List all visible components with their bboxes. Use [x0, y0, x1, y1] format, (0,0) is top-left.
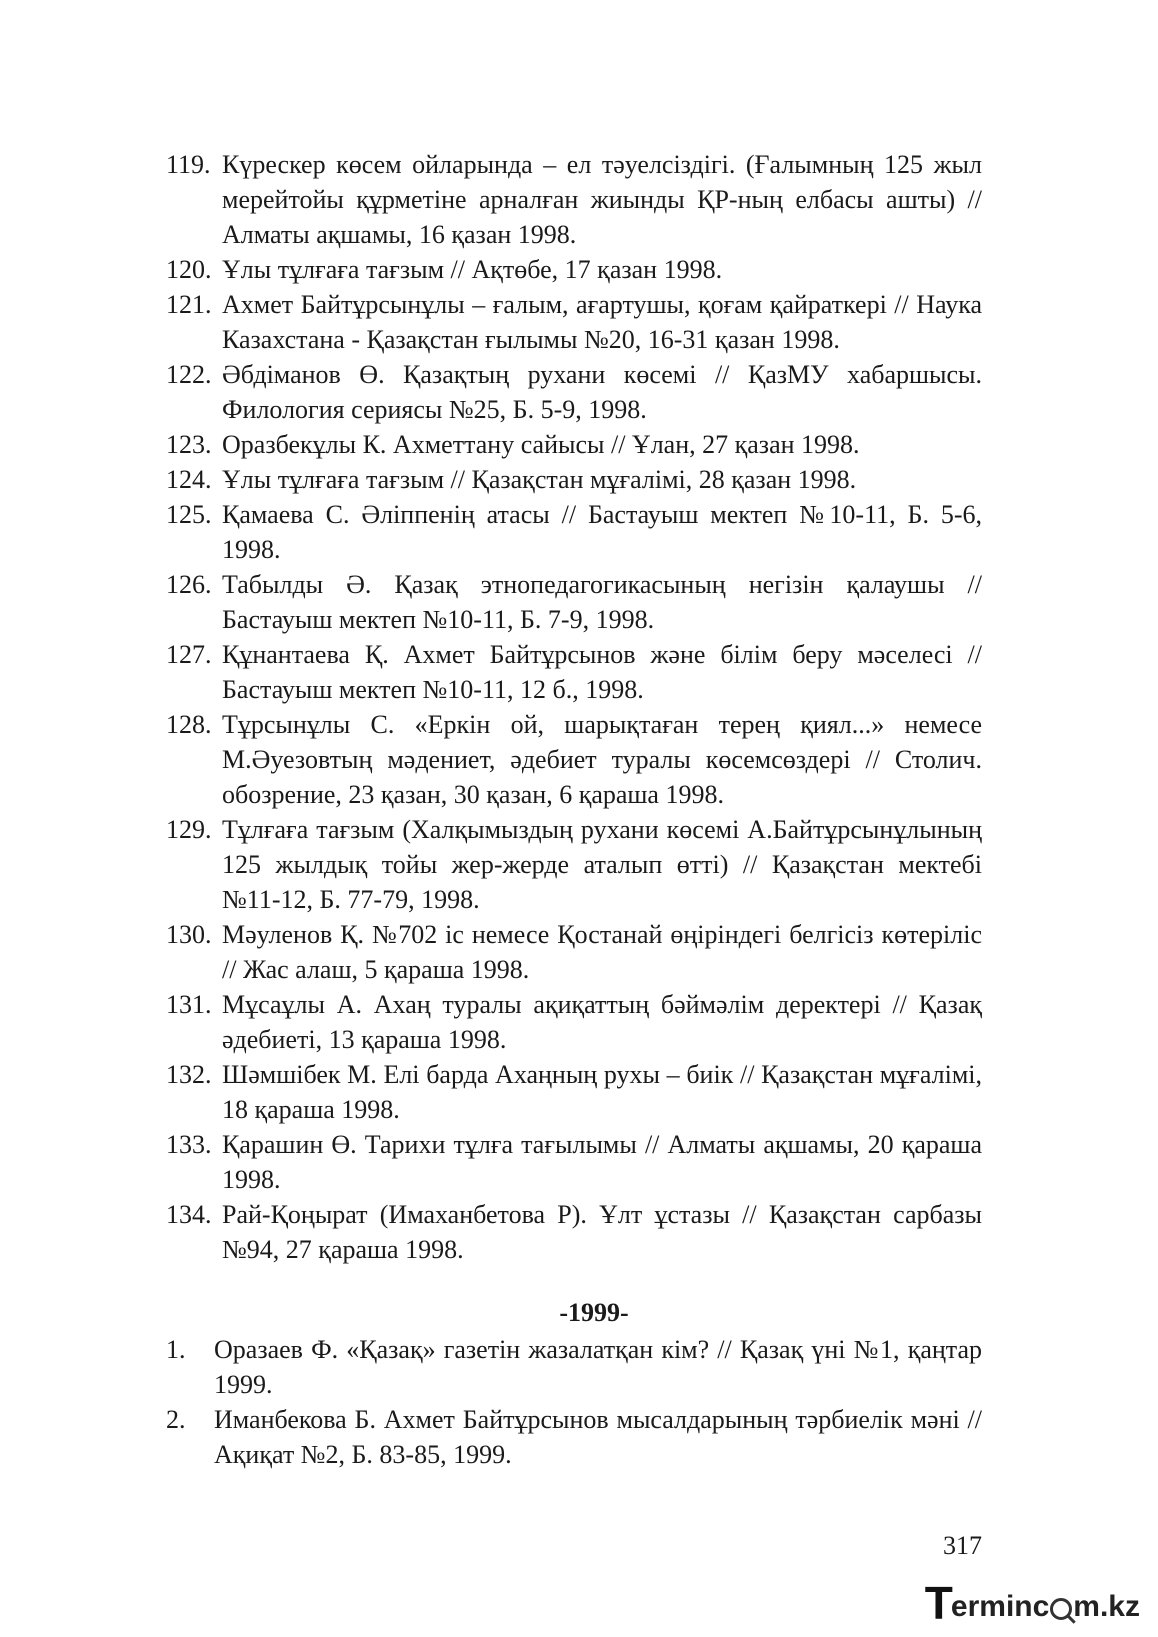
list-item: [166, 252, 982, 287]
page-number: 317: [943, 1531, 982, 1560]
entry-text: Шәмшібек М. Елі барда Ахаңның рухы – биік // Қазақстан мұғалімі, 18 қараша 1998.: [222, 1060, 982, 1124]
entry-text: Рай-Қоңырат (Имаханбетова Р). Ұлт ұстазы // Қазақстан сарбазы №94, 27 қараша 1998.: [222, 1200, 982, 1264]
entry-text: Иманбекова Б. Ахмет Байтұрсынов мысалдарының тәрбиелік мәні // Ақиқат №2, Б. 83-85, 1999.: [214, 1405, 982, 1469]
entry-number: 128.: [166, 710, 212, 739]
entry-number: 124.: [166, 465, 212, 494]
entry-number: 2.: [166, 1405, 186, 1434]
entry-text: Табылды Ә. Қазақ этнопедагогикасының негізін қалаушы // Бастауыш мектеп №10-11, Б. 7-9, 1998.: [222, 570, 982, 634]
entry-text: Құнантаева Қ. Ахмет Байтұрсынов және білім беру мәселесі // Бастауыш мектеп №10-11, 12 б., 1998.: [222, 640, 982, 704]
entry-number: 134.: [166, 1200, 212, 1229]
list-item: [166, 637, 982, 707]
list-item: [166, 1127, 982, 1197]
bibliography-list-1998: [166, 147, 982, 1267]
entry-number: 121.: [166, 290, 212, 319]
entry-text: Күрескер көсем ойларында – ел тәуелсіздігі. (Ғалымның 125 жыл мерейтойы құрметіне арналған жиынды ҚР-ның елбасы ашты) // Алматы ақшамы, 16 қазан 1998.: [222, 150, 982, 249]
list-item: [166, 462, 982, 497]
watermark-logo: [924, 1577, 1140, 1629]
list-item: [166, 427, 982, 462]
entry-number: 130.: [166, 920, 212, 949]
entry-text: Оразбекұлы К. Ахметтану сайысы // Ұлан, 27 қазан 1998.: [222, 430, 860, 459]
entry-text: Қарашин Ө. Тарихи тұлға тағылымы // Алматы ақшамы, 20 қараша 1998.: [222, 1130, 982, 1194]
magnifier-icon: [1050, 1598, 1072, 1620]
entry-text: Әбдіманов Ө. Қазақтың рухани көсемі // ҚазМУ хабаршысы. Филология сериясы №25, Б. 5-9, 1998.: [222, 360, 982, 424]
list-item: [166, 1057, 982, 1127]
list-item: [166, 1402, 982, 1472]
entry-text: Тұлғаға тағзым (Халқымыздың рухани көсемі А.Байтұрсынұлының 125 жылдық тойы жер-жерде аталып өтті) // Қазақстан мектебі №11-12, Б. 77-79, 1998.: [222, 815, 982, 914]
entry-number: 132.: [166, 1060, 212, 1089]
list-item: [166, 287, 982, 357]
list-item: [166, 987, 982, 1057]
entry-number: 129.: [166, 815, 212, 844]
entry-number: 126.: [166, 570, 212, 599]
entry-text: Тұрсынұлы С. «Еркін ой, шарықтаған терең қиял...» немесе М.Әуезовтың мәдениет, әдебиет туралы көсемсөздері // Столич. обозрение, 23 қазан, 30 қазан, 6 қараша 1998.: [222, 710, 982, 809]
list-item: [166, 812, 982, 917]
list-item: [166, 707, 982, 812]
entry-number: 133.: [166, 1130, 212, 1159]
entry-number: 120.: [166, 255, 212, 284]
entry-text: Қамаева С. Әліппенің атасы // Бастауыш мектеп №10-11, Б. 5-6, 1998.: [222, 500, 982, 564]
entry-number: 127.: [166, 640, 212, 669]
entry-number: 1.: [166, 1335, 186, 1364]
entry-number: 125.: [166, 500, 212, 529]
list-item: [166, 497, 982, 567]
entry-text: Ұлы тұлғаға тағзым // Ақтөбе, 17 қазан 1998.: [222, 255, 723, 284]
entry-number: 122.: [166, 360, 212, 389]
entry-text: Мәуленов Қ. №702 іс немесе Қостанай өңіріндегі белгісіз көтеріліс // Жас алаш, 5 қараша 1998.: [222, 920, 982, 984]
watermark-logo-letter: T: [924, 1577, 951, 1629]
list-item: [166, 567, 982, 637]
watermark-text-part2: m.kz: [1073, 1590, 1140, 1623]
list-item: [166, 1197, 982, 1267]
watermark-text-part1: erminc: [950, 1590, 1050, 1623]
entry-number: 123.: [166, 430, 212, 459]
list-item: [166, 917, 982, 987]
entry-number: 131.: [166, 990, 212, 1019]
entry-text: Мұсаұлы А. Ахаң туралы ақиқаттың бәймәлім деректері // Қазақ әдебиеті, 13 қараша 1998.: [222, 990, 982, 1054]
entry-text: Ахмет Байтұрсынұлы – ғалым, ағартушы, қоғам қайраткері // Наука Казахстана - Қазақстан ғылымы №20, 16-31 қазан 1998.: [222, 290, 982, 354]
entry-text: Оразаев Ф. «Қазақ» газетін жазалатқан кім? // Қазақ үні №1, қаңтар 1999.: [214, 1335, 982, 1399]
list-item: [166, 357, 982, 427]
list-item: [166, 1332, 982, 1402]
list-item: [166, 147, 982, 252]
year-heading: -1999-: [559, 1298, 629, 1327]
bibliography-list-1999: [166, 1332, 982, 1472]
entry-text: Ұлы тұлғаға тағзым // Қазақстан мұғалімі, 28 қазан 1998.: [222, 465, 857, 494]
entry-number: 119.: [166, 150, 211, 179]
